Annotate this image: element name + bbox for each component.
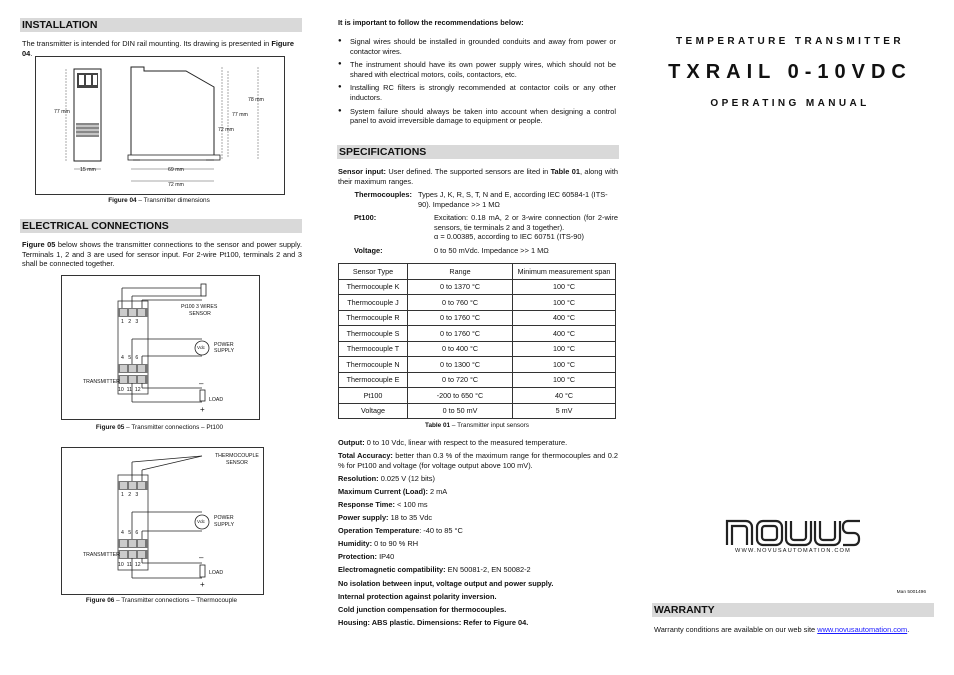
fig6-power-2: SUPPLY	[214, 522, 235, 528]
fig6-terminals-top: 1 2 3	[121, 492, 139, 498]
fig6-vdc: Vdc	[197, 519, 205, 524]
specs-details	[338, 438, 618, 631]
cover-subtitle: TEMPERATURE TRANSMITTER	[675, 36, 904, 47]
spec-emc: Electromagnetic compatibility: EN 50081-2, EN 50082-2	[338, 565, 531, 575]
fig5-power-1: POWER	[214, 342, 234, 348]
recommendation-item: ● The instrument should have its own power supply wires, which should not be shared with electrical motors, coils, contactors, etc.	[338, 60, 616, 79]
table-cell: Thermocouple K	[339, 279, 408, 295]
table-cell: -200 to 650 °C	[408, 388, 513, 404]
table-header-row	[339, 264, 616, 280]
table-cell: 0 to 1760 °C	[408, 326, 513, 342]
dimension-drawing	[36, 57, 284, 194]
table-cell: Thermocouple N	[339, 357, 408, 373]
table-01-caption: Table 01 – Transmitter input sensors	[425, 422, 529, 429]
spec-max-current: Maximum Current (Load): 2 mA	[338, 486, 448, 496]
spec-humidity: Humidity: 0 to 90 % RH	[338, 539, 419, 549]
table-cell: Thermocouple J	[339, 295, 408, 311]
fig6-power-1: POWER	[214, 515, 234, 521]
table-cell: 100 °C	[513, 357, 616, 373]
fig6-terminals-bot: 10 11 12	[118, 562, 141, 568]
recommendation-item: ● System failure should always be taken into account when designing a control panel to avoid irreversible damage to equipment or people.	[338, 107, 616, 126]
electrical-text: Figure 05 below shows the transmitter connections to the sensor and power supply. Terminals 1, 2 and 3 are used for sensor input. For 2-wire Pt100, terminals 2 and 3 shall be connected together.	[22, 240, 303, 269]
spec-isolation: No isolation between input, voltage output and power supply.	[338, 578, 554, 588]
pt100-label: Pt100	[354, 213, 374, 223]
fig6-sensor-label-1: THERMOCOUPLE	[215, 453, 259, 459]
table-cell: 0 to 50 mV	[408, 403, 513, 419]
fig5-plus: +	[200, 405, 205, 414]
table-row	[339, 295, 616, 311]
spec-resolution: Resolution: 0.025 V (12 bits)	[338, 473, 435, 483]
fig5-transmitter-label: TRANSMITTER	[83, 379, 120, 385]
table-cell: 5 mV	[513, 403, 616, 419]
table-cell: 100 °C	[513, 279, 616, 295]
table-row	[339, 310, 616, 326]
table-row	[339, 341, 616, 357]
figure-06-caption: Figure 06 – Transmitter connections – Thermocouple	[85, 597, 238, 604]
novus-url: WWW.NOVUSAUTOMATION.COM	[735, 548, 851, 554]
dim-78mm: 78 mm	[248, 97, 264, 103]
table-cell: 100 °C	[513, 372, 616, 388]
fig5-terminals-bot: 10 11 12	[118, 387, 141, 393]
fig6-minus: –	[199, 553, 204, 562]
spec-power-supply: Power supply: 18 to 35 Vdc	[338, 513, 433, 523]
table-cell: Thermocouple S	[339, 326, 408, 342]
table-header-cell: Minimum measurement span	[513, 264, 616, 280]
table-row	[339, 326, 616, 342]
sensor-input-text: Sensor input: User defined. The supported sensors are lited in Table 01, along with their maximum ranges.	[338, 167, 618, 186]
table-row	[339, 279, 616, 295]
table-cell: 0 to 400 °C	[408, 341, 513, 357]
sensor-spec-list	[338, 190, 618, 260]
thermocouples-value: Types J, K, R, S, T, N and E, according IEC 60584-1 (ITS-90). Impedance >> 1 MΩ	[418, 190, 608, 209]
fig6-transmitter-label: TRANSMITTER	[83, 552, 120, 558]
cover-title: TXRAIL 0-10VDC	[668, 61, 912, 83]
table-cell: 0 to 1370 °C	[408, 279, 513, 295]
dim-15mm: 15 mm	[80, 167, 96, 173]
table-row	[339, 403, 616, 419]
spec-response-time: Response Time: < 100 ms	[338, 499, 428, 509]
dim-77mm-front: 77 mm	[54, 109, 70, 115]
table-cell: Pt100	[339, 388, 408, 404]
pt100-alpha: α = 0.00385, according to IEC 60751 (ITS-90)	[434, 232, 584, 242]
warranty-text: Warranty conditions are available on our web site www.novusautomation.com.	[654, 625, 910, 634]
table-row	[339, 372, 616, 388]
recommendation-item: ● Signal wires should be installed in grounded conduits and away from power or contactor wires.	[338, 37, 616, 56]
fig6-plus: +	[200, 580, 205, 589]
fig5-power-2: SUPPLY	[214, 348, 235, 354]
doc-code: Man 5001496	[896, 590, 926, 595]
voltage-label: Voltage	[354, 245, 381, 255]
spec-output: Output: 0 to 10 Vdc, linear with respect to the measured temperature.	[338, 438, 568, 447]
warranty-heading: WARRANTY	[652, 603, 934, 617]
installation-text: The transmitter is intended for DIN rail mounting. Its drawing is presented in Figure 04.	[22, 39, 294, 58]
dim-72mm-width: 72 mm	[168, 182, 184, 188]
fig5-load-label: LOAD	[209, 397, 224, 403]
fig5-sensor-label-2: SENSOR	[189, 311, 211, 317]
recommendations-list	[338, 37, 616, 130]
table-cell: 0 to 1300 °C	[408, 357, 513, 373]
table-cell: 400 °C	[513, 310, 616, 326]
table-row	[339, 388, 616, 404]
table-header-cell: Sensor Type	[339, 264, 408, 280]
table-row	[339, 357, 616, 373]
fig6-load-label: LOAD	[209, 570, 224, 576]
table-cell: Thermocouple E	[339, 372, 408, 388]
novus-logo-icon	[724, 515, 862, 547]
specifications-heading: SPECIFICATIONS	[337, 145, 619, 159]
fig6-sensor-label-2: SENSOR	[226, 460, 248, 466]
table-cell: Thermocouple T	[339, 341, 408, 357]
figure-06-thermocouple	[61, 447, 264, 595]
dim-77mm-side: 77 mm	[232, 112, 248, 118]
electrical-heading: ELECTRICAL CONNECTIONS	[20, 219, 302, 233]
spec-protection: Protection: IP40	[338, 552, 395, 562]
novus-logo	[724, 515, 862, 555]
thermocouple-wiring-diagram	[62, 448, 263, 594]
pt100-value: Excitation: 0.18 mA, 2 or 3-wire connection (for 2-wire sensors, tie terminals 2 and 3 together).	[434, 213, 618, 232]
recommendation-item: ● Installing RC filters is strongly recommended at contactor coils or any other inductors.	[338, 83, 616, 102]
spec-cold-junction: Cold junction compensation for thermocouples.	[338, 604, 507, 614]
table-header-cell: Range	[408, 264, 513, 280]
figure-04-caption: Figure 04 – Transmitter dimensions	[108, 197, 210, 204]
spec-operation-temperature: Operation Temperature: -40 to 85 °C	[338, 526, 463, 536]
figure-05-caption: Figure 05 – Transmitter connections – Pt100	[95, 424, 224, 431]
warranty-link[interactable]: www.novusautomation.com	[817, 625, 908, 634]
fig5-terminals-top: 1 2 3	[121, 319, 139, 325]
fig5-minus: –	[199, 379, 204, 388]
figure-04-dimensions	[35, 56, 285, 195]
fig5-terminals-mid: 4 5 6	[121, 355, 139, 361]
thermocouples-label: Thermocouples	[354, 190, 410, 199]
spec-housing: Housing: ABS plastic. Dimensions: Refer to Figure 04.	[338, 617, 529, 627]
sensor-table	[338, 263, 616, 419]
spec-polarity: Internal protection against polarity inversion.	[338, 591, 497, 601]
table-cell: 40 °C	[513, 388, 616, 404]
table-cell: 400 °C	[513, 326, 616, 342]
dim-69mm: 69 mm	[168, 167, 184, 173]
spec-pt100: Pt100: Excitation: 0.18 mA, 2 or 3-wire connection (for 2-wire sensors, tie terminals 2 and 3 together). α = 0.00385, according to IEC 60751 (ITS-90)	[354, 213, 618, 242]
spec-thermocouples: Thermocouples: Types J, K, R, S, T, N and E, according IEC 60584-1 (ITS-90). Impedance >> 1 MΩ	[338, 190, 618, 209]
cover-manual-label: OPERATING MANUAL	[710, 98, 870, 109]
dim-72mm-height: 72 mm	[218, 127, 234, 133]
spec-voltage: Voltage: 0 to 50 mVdc. Impedance >> 1 MΩ	[338, 246, 618, 256]
table-cell: 0 to 1760 °C	[408, 310, 513, 326]
figure-05-pt100	[61, 275, 260, 420]
installation-heading: INSTALLATION	[20, 18, 302, 32]
fig5-sensor-label-1: Pt100 3 WIRES	[181, 304, 218, 310]
table-cell: 0 to 720 °C	[408, 372, 513, 388]
table-cell: Voltage	[339, 403, 408, 419]
table-cell: Thermocouple R	[339, 310, 408, 326]
fig6-terminals-mid: 4 5 6	[121, 530, 139, 536]
fig5-vdc: Vdc	[197, 345, 205, 350]
spec-accuracy: Total Accuracy: better than 0.3 % of the maximum range for thermocouples and 0.2 % for Pt100 and voltage (for voltage output above 100 mV).	[338, 451, 619, 470]
voltage-value: 0 to 50 mVdc. Impedance >> 1 MΩ	[434, 245, 549, 255]
table-cell: 0 to 760 °C	[408, 295, 513, 311]
recommendations-intro: It is important to follow the recommendations below:	[338, 18, 524, 27]
table-cell: 100 °C	[513, 341, 616, 357]
table-cell: 100 °C	[513, 295, 616, 311]
